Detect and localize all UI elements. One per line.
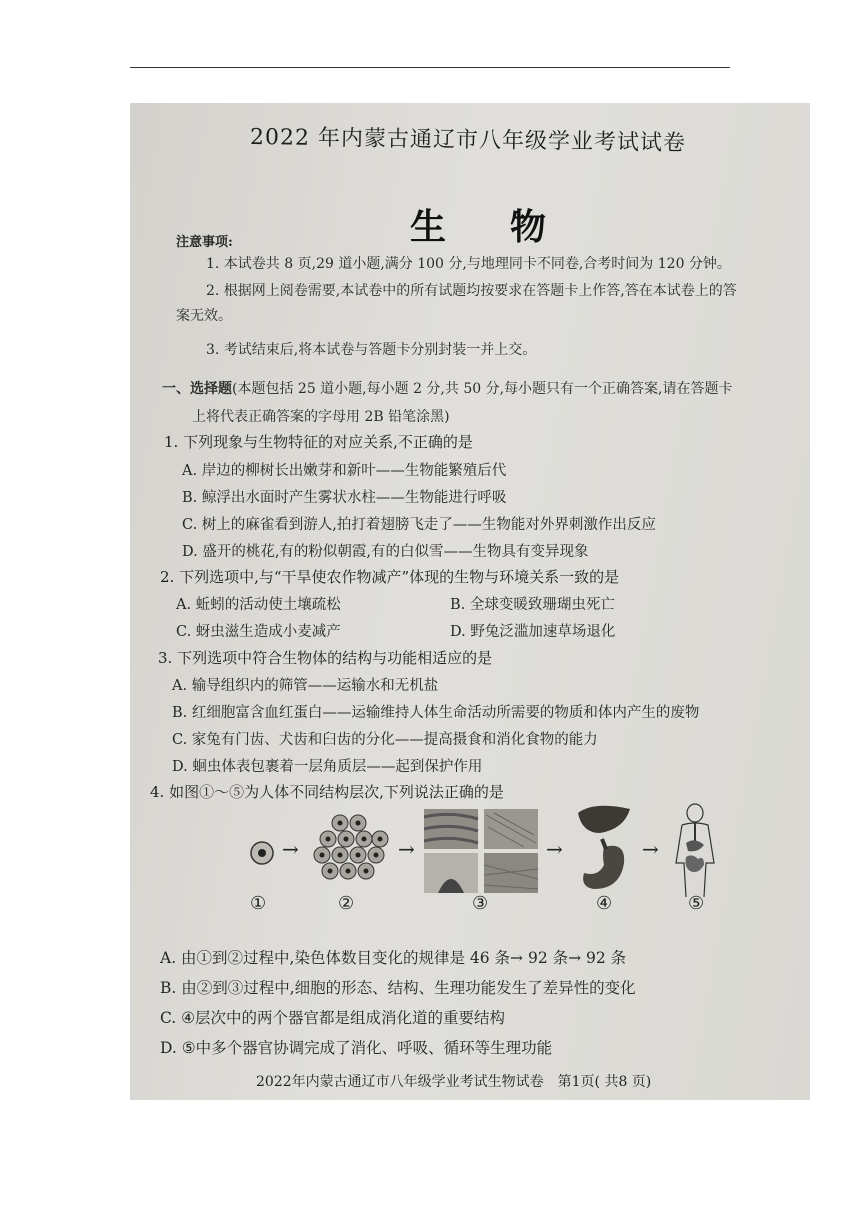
q4-option-c: C. ④层次中的两个器官都是组成消化道的重要结构: [160, 1009, 506, 1027]
note-item: 3. 考试结束后,将本试卷与答题卡分别封装一并上交。: [206, 342, 537, 358]
top-rule: [130, 67, 730, 68]
note-item: 案无效。: [176, 308, 232, 324]
q2-option-b: B. 全球变暖致珊瑚虫死亡: [450, 597, 615, 613]
subject-char-1: 生: [410, 206, 447, 248]
q4-option-a: A. 由①到②过程中,染色体数目变化的规律是 46 条→ 92 条→ 92 条: [160, 949, 627, 967]
q3-option-c: C. 家兔有门齿、犬齿和臼齿的分化——提高摄食和消化食物的能力: [172, 732, 598, 748]
q2-option-d: D. 野兔泛滥加速草场退化: [450, 624, 616, 640]
subject-title: [410, 199, 610, 250]
question-1-stem: 1. 下列现象与生物特征的对应关系,不正确的是: [164, 433, 473, 451]
figure-label: ③: [472, 893, 489, 914]
q1-option-a: A. 岸边的柳树长出嫩芽和新叶——生物能繁殖后代: [182, 463, 507, 479]
section-label: 一、选择题: [162, 381, 232, 397]
q3-option-b: B. 红细胞富含血红蛋白——运输维持人体生命活动所需要的物质和体内产生的废物: [172, 705, 700, 721]
notes-heading: 注意事项:: [176, 235, 233, 250]
arrow-icon: →: [642, 837, 659, 861]
cell-cluster-icon: [310, 813, 394, 889]
q1-option-c: C. 树上的麻雀看到游人,拍打着翅膀飞走了——生物能对外界刺激作出反应: [182, 517, 656, 533]
question-2-stem: 2. 下列选项中,与“干旱使农作物减产”体现的生物与环境关系一致的是: [160, 568, 620, 586]
liver-stomach-icon: [574, 803, 634, 899]
q1-option-b: B. 鲸浮出水面时产生雾状水柱——生物能进行呼吸: [182, 490, 507, 506]
exam-page-photo: [130, 103, 810, 1100]
arrow-icon: →: [546, 837, 563, 861]
figure-label: ①: [250, 893, 267, 914]
q1-option-d: D. 盛开的桃花,有的粉似朝霞,有的白似雪——生物具有变异现象: [182, 544, 589, 560]
human-body-system-icon: [668, 803, 722, 899]
figure-label: ②: [338, 893, 355, 914]
arrow-icon: →: [282, 837, 299, 861]
cell-icon: [248, 839, 276, 867]
subject-char-2: 物: [510, 206, 547, 248]
note-item: 1. 本试卷共 8 页,29 道小题,满分 100 分,与地理同卡不同卷,合考时间为 120 分钟。: [206, 256, 731, 272]
arrow-icon: →: [398, 837, 415, 861]
figure-label: ④: [596, 893, 613, 914]
body-structure-levels-figure: [240, 803, 720, 923]
tissue-samples-icon: [424, 809, 540, 895]
exam-title: 2022 年内蒙古通辽市八年级学业考试试卷: [249, 124, 687, 157]
page-footer: 2022年内蒙古通辽市八年级学业考试生物试卷 第1页( 共8 页): [256, 1074, 652, 1090]
q3-option-a: A. 输导组织内的筛管——运输水和无机盐: [172, 678, 439, 694]
question-4-stem: 4. 如图①～⑤为人体不同结构层次,下列说法正确的是: [150, 783, 504, 801]
note-item: 2. 根据网上阅卷需要,本试卷中的所有试题均按要求在答题卡上作答,答在本试卷上的答: [206, 283, 737, 299]
section-desc-2: 上将代表正确答案的字母用 2B 铅笔涂黑): [192, 409, 450, 425]
q4-option-d: D. ⑤中多个器官协调完成了消化、呼吸、循环等生理功能: [160, 1039, 553, 1057]
q2-option-c: C. 蚜虫滋生造成小麦减产: [176, 624, 341, 640]
section-heading: [162, 378, 733, 398]
q4-option-b: B. 由②到③过程中,细胞的形态、结构、生理功能发生了差异性的变化: [160, 979, 636, 997]
q3-option-d: D. 蛔虫体表包裹着一层角质层——起到保护作用: [172, 759, 483, 775]
question-3-stem: 3. 下列选项中符合生物体的结构与功能相适应的是: [158, 649, 493, 667]
q2-option-a: A. 蚯蚓的活动使土壤疏松: [176, 597, 341, 613]
figure-label: ⑤: [688, 893, 705, 914]
section-desc: (本题包括 25 道小题,每小题 2 分,共 50 分,每小题只有一个正确答案,请在答题卡: [232, 381, 733, 397]
